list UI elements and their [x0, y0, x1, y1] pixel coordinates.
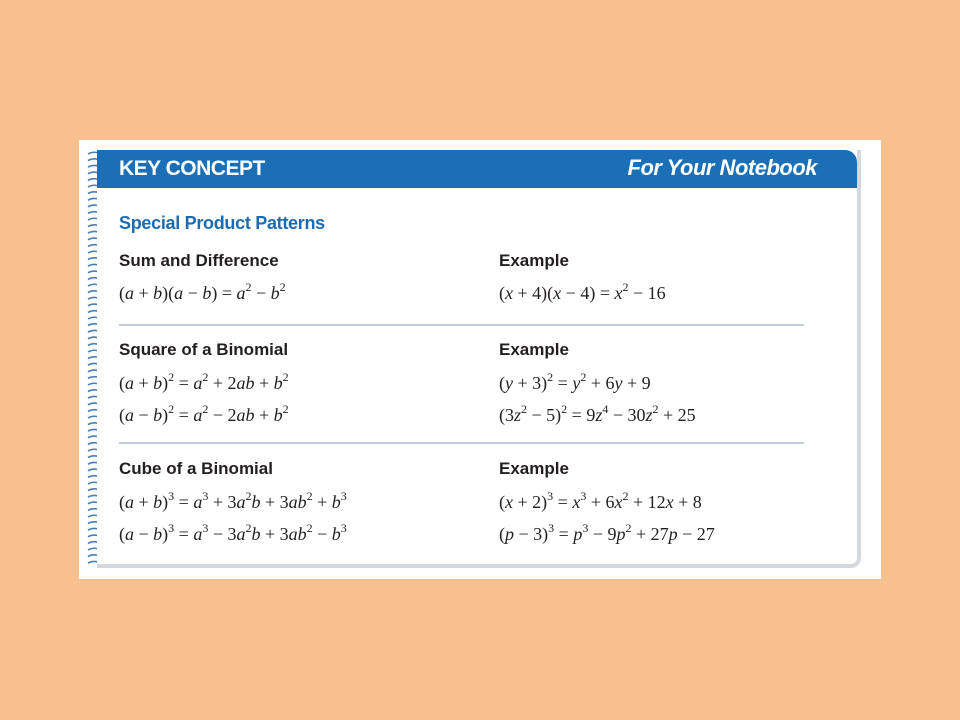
- divider: [119, 324, 804, 326]
- group-label-cube-binomial: Cube of a Binomial: [119, 459, 273, 478]
- header-bar: [97, 150, 857, 188]
- formula: $(a - b)^2 = a^2 - 2ab + b^2$: [119, 402, 289, 425]
- formula: $(a + b)(a - b) = a^2 - b^2$: [119, 280, 286, 303]
- example-formula: $(y + 3)^2 = y^2 + 6y + 9$: [499, 370, 651, 393]
- notebook-panel: [97, 150, 861, 568]
- example-label: Example: [499, 340, 569, 359]
- for-your-notebook-label: For Your Notebook: [627, 155, 817, 180]
- example-formula: $(x + 2)^3 = x^3 + 6x^2 + 12x + 8$: [499, 489, 702, 512]
- example-label: Example: [499, 459, 569, 478]
- formula: $(a - b)^3 = a^3 - 3a^2b + 3ab^2 - b^3$: [119, 521, 347, 544]
- example-formula: $(p - 3)^3 = p^3 - 9p^2 + 27p - 27$: [499, 521, 715, 544]
- formula: $(a + b)^2 = a^2 + 2ab + b^2$: [119, 370, 289, 393]
- example-label: Example: [499, 251, 569, 270]
- example-formula: $(3z^2 - 5)^2 = 9z^4 - 30z^2 + 25$: [499, 402, 696, 425]
- example-formula: $(x + 4)(x - 4) = x^2 - 16$: [499, 280, 666, 303]
- section-title: Special Product Patterns: [119, 213, 325, 233]
- formula: $(a + b)^3 = a^3 + 3a^2b + 3ab^2 + b^3$: [119, 489, 347, 512]
- key-concept-card: [79, 140, 881, 579]
- divider: [119, 442, 804, 444]
- group-label-square-binomial: Square of a Binomial: [119, 340, 289, 359]
- group-label-sum-difference: Sum and Difference: [119, 251, 279, 270]
- key-concept-title: KEY CONCEPT: [119, 157, 265, 180]
